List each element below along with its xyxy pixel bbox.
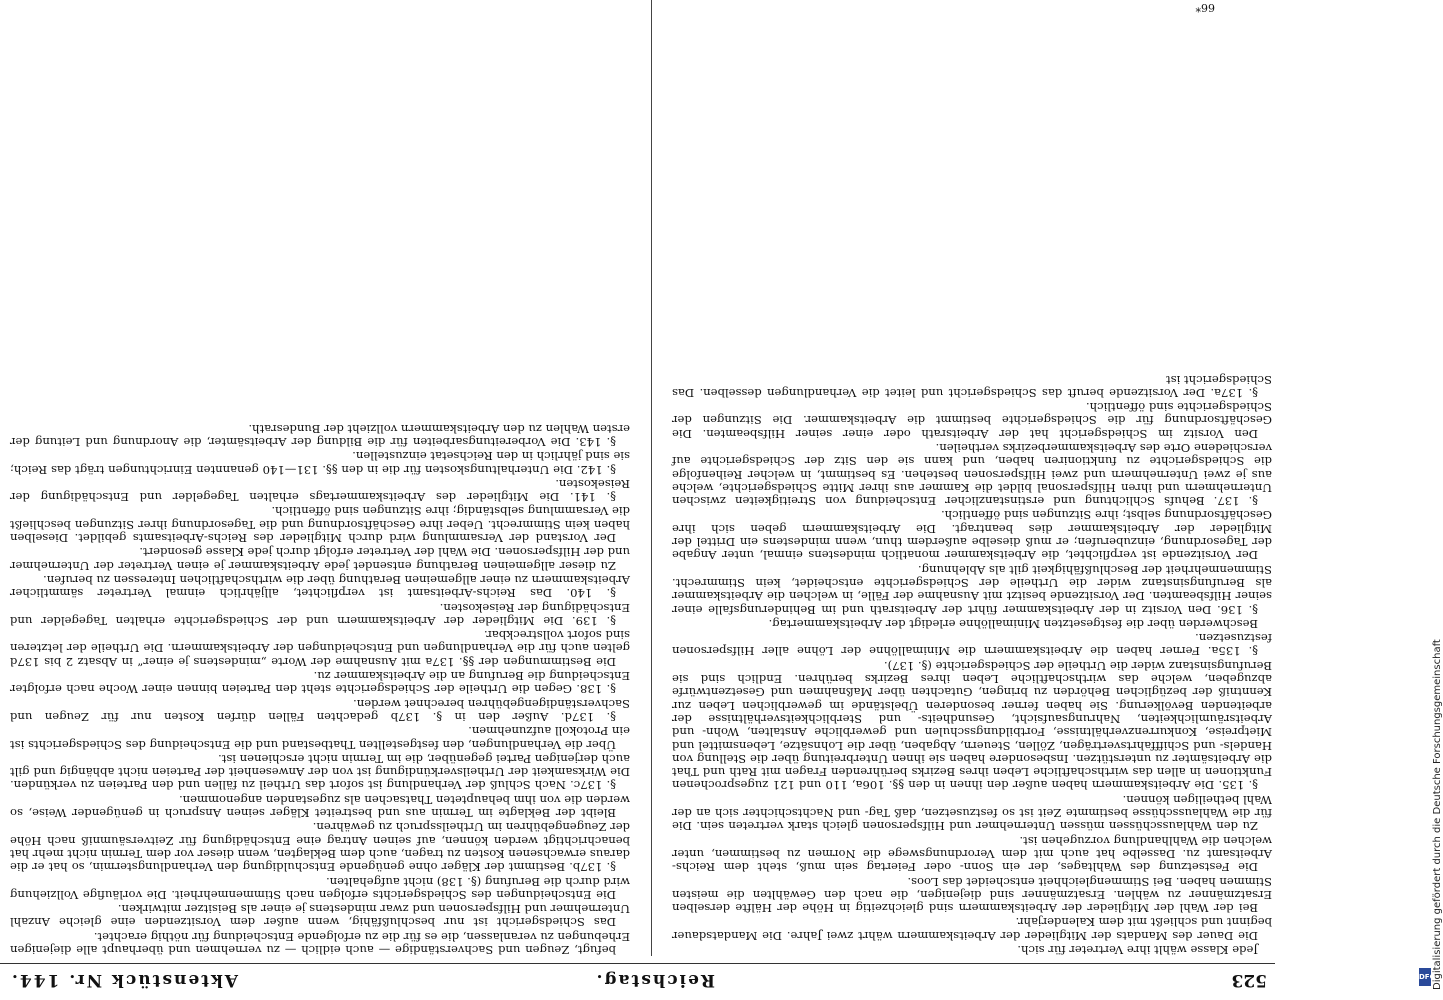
paragraph: Der Vorsitzende ist verpflichtet, die Arbeitskammer monatlich mindestens einmal, unter Angabe der Tagesordnung, einzuberufen; er muß dieselbe außerdem thun, wenn mindestens ein Drittel der Mitglieder der Arbeitskammer dies beantragt. Die Arbeitskammern geben sich ihre Geschäftsordnung selbst; ihre Sitzungen sind öffentlich.: [672, 508, 1272, 563]
paragraph: Bei der Wahl der Mitglieder der Arbeitskammern sind gleichzeitig in Höhe der Hälfte derselben Ersatzmänner zu wählen. Ersatzmänner sind diejenigen, die nach den Gewählten die meisten Stimmen haben. Bei Stimmengleichheit entscheidet das Loos.: [672, 874, 1272, 916]
paragraph: §. 137b. Bestimmt der Kläger ohne genügende Entschuldigung den Verhandlungstermin, so hat er die daraus erwachsenen Kosten zu tragen, auch dem Beklagten, wenn dieser vor dem Termin nicht mehr hat benachrichtigt werden können, auf seinen Antrag eine Entschädigung für Zeitversäumniß nach Höhe der Zeugengebühren im Urtheilsspruch zu gewähren.: [10, 820, 630, 875]
paragraph: Das Schiedsgericht ist nur beschlußfähig, wenn außer dem Vorsitzenden eine gleiche Anzahl Unternehmer und Hilfspersonen und zwar mindestens je einer als Beisitzer mitwirken.: [10, 902, 630, 930]
paragraph: Zu den Wahlausschüssen müssen Unternehmer und Hilfspersonen gleich stark vertreten sein. Die für die Wahlausschüsse bestimmte Zeit ist so festzusetzen, daß Tag- und Nachtschichter sich an der Wahl betheiligen können.: [672, 792, 1272, 834]
paragraph: §. 137d. Außer den in §. 137b gedachten Fällen dürfen Kosten nur für Zeugen und Sachverständigengebühren berechnet werden.: [10, 696, 630, 724]
left-column: [672, 371, 1272, 956]
paragraph: befugt, Zeugen und Sachverständige — auch eidlich — zu vernehmen und überhaupt alle diejenigen Erhebungen zu veranlassen, die es für die zu erfolgende Entscheidung für nöthig erachtet.: [10, 929, 630, 957]
page-title: Reichstag.: [594, 970, 715, 990]
paragraph: §. 135a. Ferner haben die Arbeitskammern die Minimallöhne der Löhne aller Hilfspersonen festzusetzen.: [672, 631, 1272, 659]
paragraph: Jede Klasse wählt ihre Vertreter für sich.: [1017, 943, 1258, 957]
paragraph: §. 138. Gegen die Urtheile der Schiedsgerichte steht den Parteien binnen einer Woche nach erfolgter Entscheidung die Berufung an die Arbeitskammer zu.: [10, 669, 630, 697]
column-divider: [651, 0, 652, 956]
paragraph: Die Festsetzung des Wahltages, der ein Sonn- oder Feiertag sein muß, steht dem Reichs-Arbeitsamt zu. Dasselbe hat auch mit dem Verordnungswege die Normen zu bestimmen, unter welchen die Wahlhandlung vorzugehen ist.: [672, 833, 1272, 875]
paragraph: §. 137a. Der Vorsitzende beruft das Schiedsgericht und leitet die Verhandlungen desselben. Das Schiedsgericht ist: [672, 372, 1272, 400]
paragraph: §. 143. Die Vorbereitungsarbeiten für die Bildung der Arbeitsämter, die Anordnung und Leitung der ersten Wahlen zu den Arbeitskammern vollzieht der Bundesrath.: [10, 421, 630, 450]
paragraph: Über die Verhandlungen, den festgestellten Thatbestand und die Entscheidung des Schiedsgerichts ist ein Protokoll aufzunehmen.: [10, 724, 630, 752]
paragraph: Der Vorstand der Versammlung wird durch Mitglieder des Reichs-Arbeitsamts gebildet. Dieselben haben kein Stimmrecht. Ueber ihre Geschäftsordnung und die Tagesordnung ihrer Sitzungen beschließt die Versammlung selbständig; ihre Sitzungen sind öffentlich.: [10, 504, 630, 546]
paragraph: §. 142. Die Unterhaltungskosten für die in den §§. 131—140 genannten Einrichtungen trägt das Reich; sie sind jährlich in den Reichsetat einzustellen.: [10, 449, 630, 477]
paragraph: Die Entscheidungen des Schiedsgerichts erfolgen nach Stimmenmehrheit. Die vorläufige Vollziehung wird durch die Berufung (§. 138) nicht aufgehalten.: [10, 874, 630, 902]
paragraph: Die Dauer des Mandats der Mitglieder der Arbeitskammern währt zwei Jahre. Die Mandatsdauer beginnt und schließt mit dem Kalenderjahr.: [672, 915, 1272, 943]
paragraph: §. 135. Die Arbeitskammern haben außer den ihnen in den §§. 106a, 110 und 121 zugesprochenen Funktionen in allen das wirthschaftliche Leben ihres Bezirks berührenden Fragen mit Rath und That die Arbeitsämter zu unterstützen. Insbesondere haben sie ihnen Unterbreitung über die Stellung von Handels- und Schifffahrtsverträgen, Zöllen, Steuern, Abgaben, über die Lohnsätze, Lebensmittel und Mietpreise, Konkurrenzverhältnisse, Fortbildungsschulen und gewerbliche Anstalten, Wohn- und Arbeitsräumlichkeiten, Nahrungsaufsicht, Gesundheits- und Sterblichkeitsverhältnisse der arbeitenden Bevölkerung. Sie haben ferner besonderen Übelstände im gewerblichen Leben zur Kenntniß der bezüglichen Behörden zu bringen, Gutachten über Maßnahmen und Gesetzentwürfe abzugeben, welche das wirthschaftliche Leben ihres Bezirks berühren. Endlich sind sie Berufungsinstanz wider die Urtheile der Schiedsgerichte (§. 137).: [672, 658, 1272, 793]
digitization-credit-strip: [1418, 0, 1443, 1000]
paragraph: Zu dieser allgemeinen Berathung entsendet jede Arbeitskammer je einen Vertreter der Unternehmer und der Hilfspersonen. Die Wahl der Vertreter erfolgt durch jede Klasse gesondert.: [10, 545, 630, 573]
paragraph: §. 140. Das Reichs-Arbeitsamt ist verpflichtet, alljährlich einmal Vertreter sämmtlicher Arbeitskammern zu einer allgemeinen Berathung über die wirthschaftlichen Interessen zu berufen.: [10, 572, 630, 601]
paragraph: §. 136. Den Vorsitz in der Arbeitskammer führt der Arbeitsrath und im Behinderungsfalle einer seiner Hilfsbeamten. Der Vorsitzende besitzt mit Ausnahme der Fälle, in welchen die Arbeitskammer als Berufungsinstanz wider die Urtheile der Schiedsgerichte entscheidet, kein Stimmrecht. Stimmenmehrheit der Beschlußfähigkeit gilt als Ablehnung.: [672, 562, 1272, 617]
paragraph: Beschwerden über die festgesetzten Minimallöhne erledigt der Arbeitskammertag.: [768, 616, 1258, 631]
right-column: [10, 420, 630, 956]
paragraph: Den Vorsitz im Schiedsgericht hat der Arbeitsrath oder einer seiner Hilfsbeamten. Die Geschäftsordnung für die Schiedsgerichte bestimmt die Arbeitskammer. Die Sitzungen der Schiedsgerichte sind öffentlich.: [672, 400, 1272, 441]
paragraph: §. 141. Die Mitglieder des Arbeitskammertags erhalten Tagegelder und Entschädigung der Reisekosten.: [10, 476, 630, 505]
paragraph: Die Bestimmungen der §§. 137a mit Ausnahme der Worte „mindestens je einer“ in Absatz 2 bis 137d gelten auch für die Verhandlungen und Entscheidungen der Arbeitskammern. Die Urtheile der letzteren sind sofort vollstreckbar.: [10, 628, 630, 669]
page-header: [0, 963, 1275, 1000]
document-number: Aktenstück Nr. 144.: [10, 970, 239, 990]
dfg-logo: DFG: [1419, 968, 1431, 986]
paragraph: Bleibt der Beklagte im Termin aus und bestreitet Kläger seinen Anspruch in genügender Weise, so werden die von ihm behaupteten Thatsachen als zugestanden angenommen.: [10, 792, 630, 821]
page-number: 523: [1231, 970, 1267, 990]
sheet-signature: 66*: [1195, 1, 1215, 14]
paragraph: §. 139. Die Mitglieder der Arbeitskammern und der Schiedsgerichte erhalten Tagegelder und Entschädigung der Reisekosten.: [10, 600, 630, 628]
paragraph: §. 137. Behufs Schlichtung und erstinstanzlicher Entscheidung von Streitigkeiten zwischen Unternehmern und ihren Hilfspersonal bildet die Kammer aus ihrer Mitte Schiedsgerichte, welche aus je zwei Unternehmern und zwei Hilfspersonen bestehen. Es bestimmt, in welcher Reihenfolge die Schiedsgerichte zu funktioniren haben, und kann sie den Sitz der Schiedsgerichte auf verschiedene Orte des Arbeitskammerbezirks vertheilen.: [672, 441, 1272, 509]
credit-text: Digitalisierung gefördert durch die Deutsche Forschungsgemeinschaft: [1432, 639, 1443, 990]
paragraph: §. 137c. Nach Schluß der Verhandlung ist sofort das Urtheil zu fällen und den Parteien zu verkünden. Die Wirksamkeit der Urtheilsverkündigung ist von der Anwesenheit der Parteien nicht abhängig und gilt auch derjenigen Partei gegenüber, die im Termin nicht erschienen ist.: [10, 751, 630, 793]
